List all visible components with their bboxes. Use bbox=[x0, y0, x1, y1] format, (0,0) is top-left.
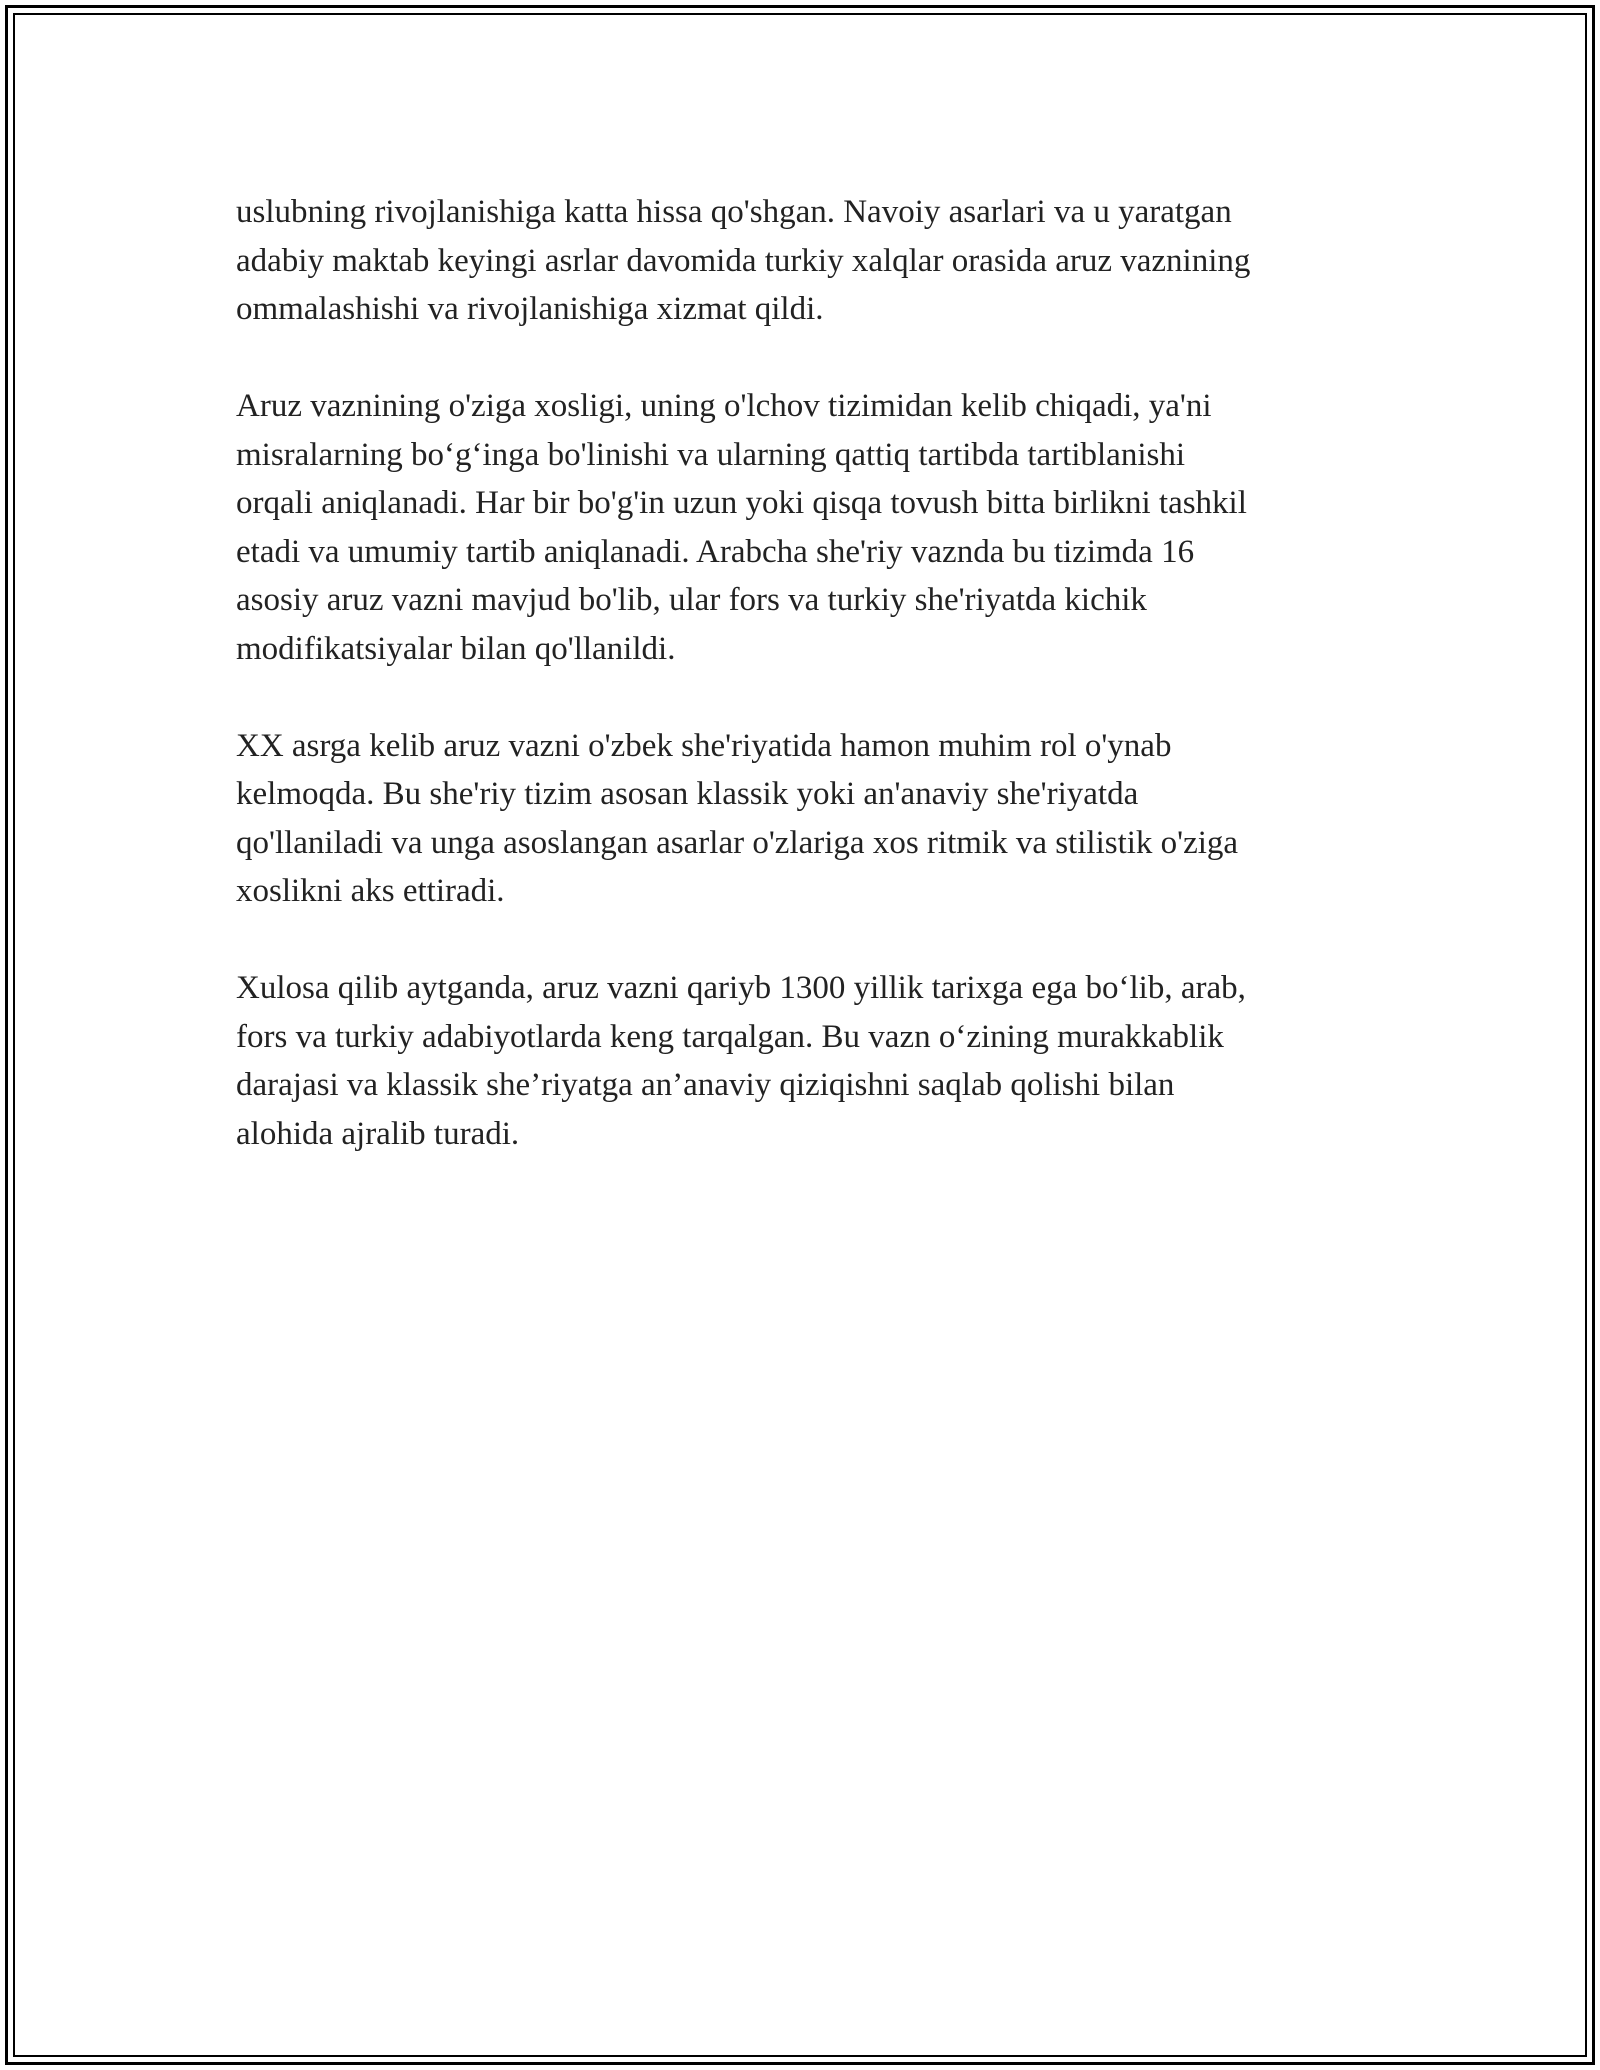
paragraph-4: Xulosa qilib aytganda, aruz vazni qariyb 1300 yillik tarixga ega bo‘lib, arab, fors va turkiy adabiyotlarda keng tarqalgan. Bu vazn o‘zining murakkablik darajasi va klassik she’riyatga an’anaviy qiziqishni saqlab qolishi bilan alohida ajralib turadi. bbox=[236, 970, 1246, 1152]
document-body bbox=[236, 188, 1376, 1207]
paragraph-2: Aruz vaznining o'ziga xosligi, uning o'lchov tizimidan kelib chiqadi, ya'ni misralarning bo‘g‘inga bo'linishi va ularning qattiq tartibda tartiblanishi orqali aniqlanadi. Har bir bo'g'in uzun yoki qisqa tovush bitta birlikni tashkil etadi va umumiy tartib aniqlanadi. Arabcha she'riy vaznda bu tizimda 16 asosiy aruz vazni mavjud bo'lib, ular fors va turkiy she'riyatda kichik modifikatsiyalar bilan qo'llanildi. bbox=[236, 388, 1247, 667]
paragraph-3: XX asrga kelib aruz vazni o'zbek she'riyatida hamon muhim rol o'ynab kelmoqda. Bu she'riy tizim asosan klassik yoki an'anaviy she'riyatda qo'llaniladi va unga asoslangan asarlar o'zlariga xos ritmik va stilistik o'ziga xoslikni aks ettiradi. bbox=[236, 727, 1239, 909]
paragraph-1: uslubning rivojlanishiga katta hissa qo'shgan. Navoiy asarlari va u yaratgan adabiy maktab keyingi asrlar davomida turkiy xalqlar orasida aruz vaznining ommalashishi va rivojlanishiga xizmat qildi. bbox=[236, 194, 1251, 327]
